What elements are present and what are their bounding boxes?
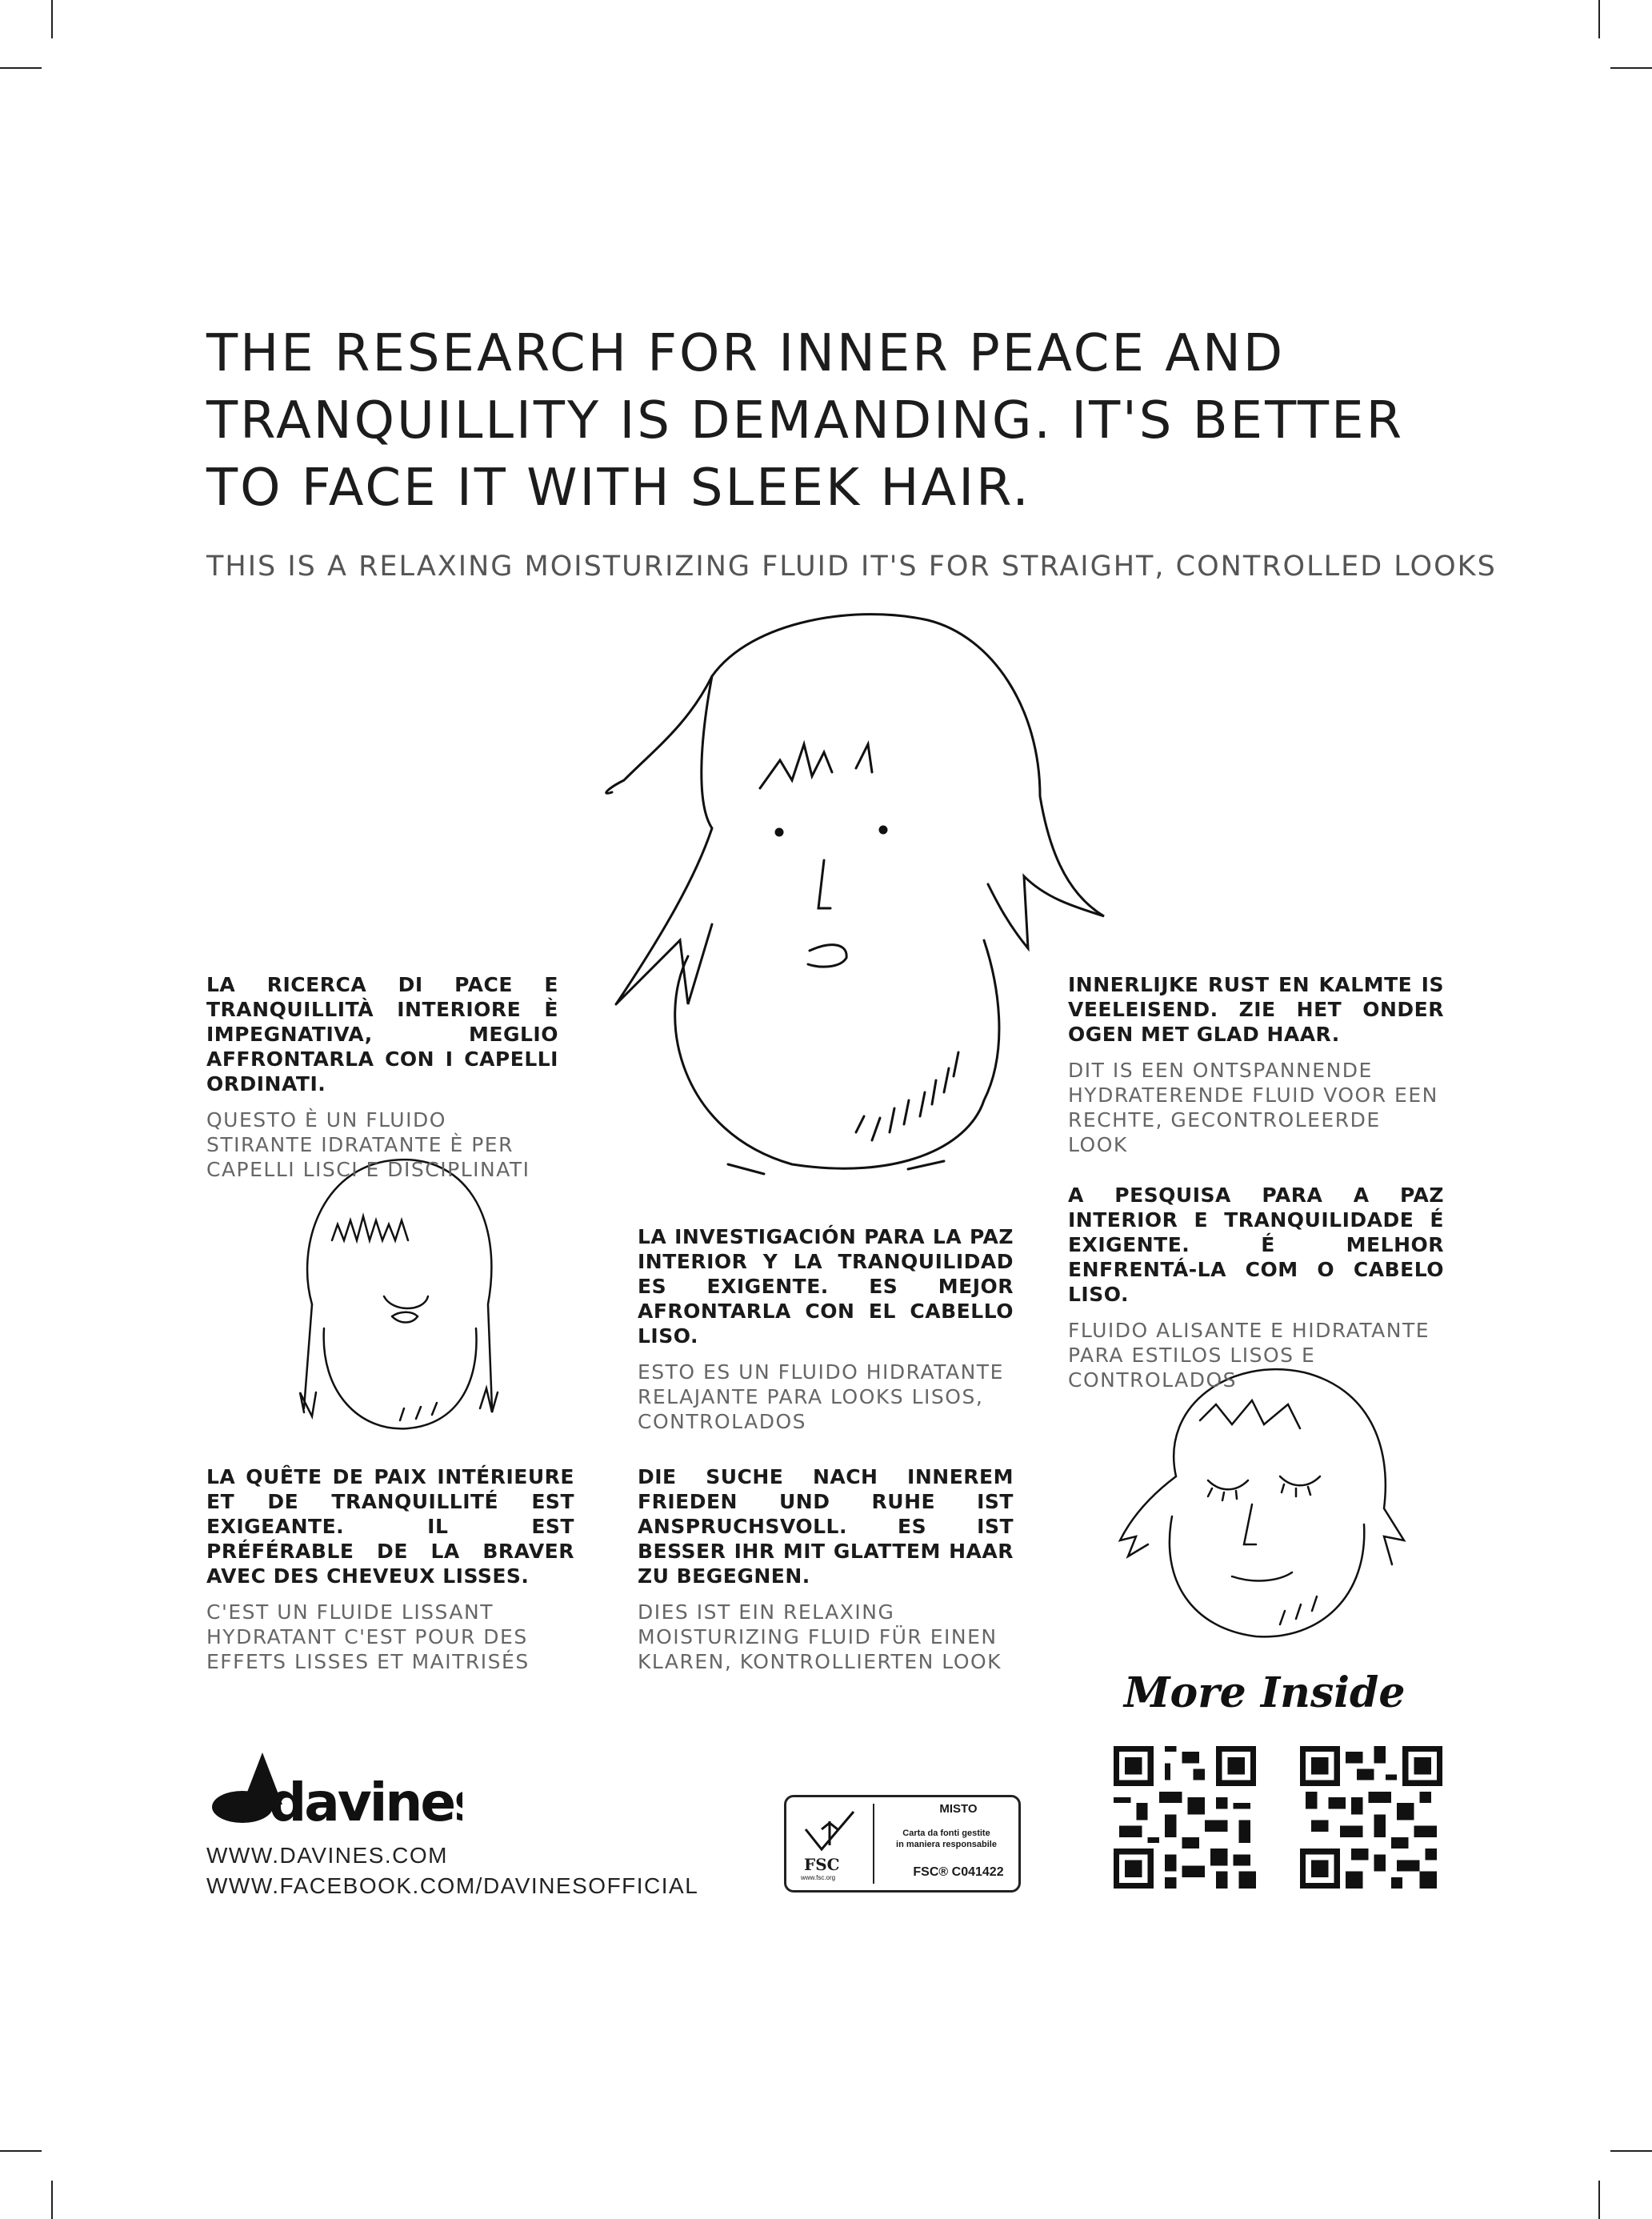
translation-spanish-subline: ESTO ES UN FLUIDO HIDRATANTE RELAJANTE PARA LOOKS LISOS, CONTROLADOS (638, 1360, 1004, 1433)
davines-logo-text: davines (269, 1772, 462, 1824)
website-link[interactable]: WWW.DAVINES.COM (206, 1843, 448, 1868)
crop-mark (1610, 2150, 1652, 2152)
fsc-badge (784, 1795, 1021, 1893)
crop-mark (1598, 0, 1600, 38)
more-inside-label: More Inside (1124, 1668, 1406, 1717)
fsc-code: FSC® C041422 (913, 1865, 1004, 1879)
crop-mark (1598, 2181, 1600, 2219)
translation-french (206, 1464, 574, 1674)
headline: THE RESEARCH FOR INNER PEACE AND TRANQUILLITY IS DEMANDING. IT'S BETTER TO FACE IT WITH SLEEK HAIR. (206, 324, 1405, 518)
large-face-illustration (592, 588, 1112, 1196)
subheadline: THIS IS A RELAXING MOISTURIZING FLUID IT'S FOR STRAIGHT, CONTROLLED LOOKS (206, 551, 1497, 583)
translation-dutch (1068, 972, 1444, 1157)
translation-spanish (638, 1224, 1014, 1434)
davines-logo (206, 1744, 462, 1828)
translation-italian-subline: QUESTO È UN FLUIDO STIRANTE IDRATANTE È PER CAPELLI LISCI E DISCIPLINATI (206, 1108, 530, 1181)
translation-italian-headline: LA RICERCA DI PACE E TRANQUILLITÀ INTERIORE È IMPEGNATIVA, MEGLIO AFFRONTARLA CON I CAPELLI ORDINATI. (206, 973, 558, 1095)
tree-checkmark-icon (798, 1805, 862, 1855)
qr-code-icon[interactable] (1300, 1746, 1442, 1889)
translation-italian (206, 972, 558, 1182)
fsc-line-2: in maniera responsabile (896, 1840, 997, 1849)
fsc-line-1: Carta da fonti gestite (902, 1828, 990, 1838)
crop-mark (51, 2181, 53, 2219)
translation-portuguese-headline: A PESQUISA PARA A PAZ INTERIOR E TRANQUILIDADE É EXIGENTE. É MELHOR ENFRENTÁ-LA COM O CABELO LISO. (1068, 1184, 1444, 1306)
crop-mark (51, 0, 53, 38)
translation-dutch-subline: DIT IS EEN ONTSPANNENDE HYDRATERENDE FLUID VOOR EEN RECHTE, GECONTROLEERDE LOOK (1068, 1059, 1438, 1156)
crop-mark (0, 67, 42, 69)
davines-logo-mark (206, 1744, 462, 1824)
contact-links (206, 1840, 698, 1901)
woman-face-illustration (288, 1152, 512, 1448)
translation-german-subline: DIES IST EIN RELAXING MOISTURIZING FLUID FÜR EINEN KLAREN, KONTROLLIERTEN LOOK (638, 1600, 1002, 1673)
facebook-link[interactable]: WWW.FACEBOOK.COM/DAVINESOFFICIAL (206, 1873, 699, 1898)
fsc-title: MISTO (939, 1802, 978, 1816)
translation-french-headline: LA QUÊTE DE PAIX INTÉRIEURE ET DE TRANQUILLITÉ EST EXIGEANTE. IL EST PRÉFÉRABLE DE LA BRAVER AVEC DES CHEVEUX LISSES. (206, 1465, 574, 1588)
fsc-word: FSC (804, 1855, 840, 1874)
qr-code-icon[interactable] (1114, 1746, 1256, 1889)
crop-mark (1610, 67, 1652, 69)
translation-portuguese-subline: FLUIDO ALISANTE E HIDRATANTE PARA ESTILOS LISOS E CONTROLADOS (1068, 1319, 1430, 1392)
fsc-divider (873, 1804, 874, 1884)
translation-german-headline: DIE SUCHE NACH INNEREM FRIEDEN UND RUHE IST ANSPRUCHSVOLL. ES IST BESSER IHR MIT GLATTEM HAAR ZU BEGEGNEN. (638, 1465, 1014, 1588)
translation-german (638, 1464, 1014, 1674)
crop-mark (0, 2150, 42, 2152)
translation-portuguese (1068, 1183, 1444, 1392)
fsc-url: www.fsc.org (801, 1874, 836, 1881)
translation-french-subline: C'EST UN FLUIDE LISSANT HYDRATANT C'EST POUR DES EFFETS LISSES ET MAITRISÉS (206, 1600, 530, 1673)
man-face-illustration (1112, 1356, 1416, 1652)
translation-spanish-headline: LA INVESTIGACIÓN PARA LA PAZ INTERIOR Y LA TRANQUILIDAD ES EXIGENTE. ES MEJOR AFRONTARLA CON EL CABELLO LISO. (638, 1225, 1014, 1348)
translation-dutch-headline: INNERLIJKE RUST EN KALMTE IS VEELEISEND. ZIE HET ONDER OGEN MET GLAD HAAR. (1068, 973, 1444, 1046)
